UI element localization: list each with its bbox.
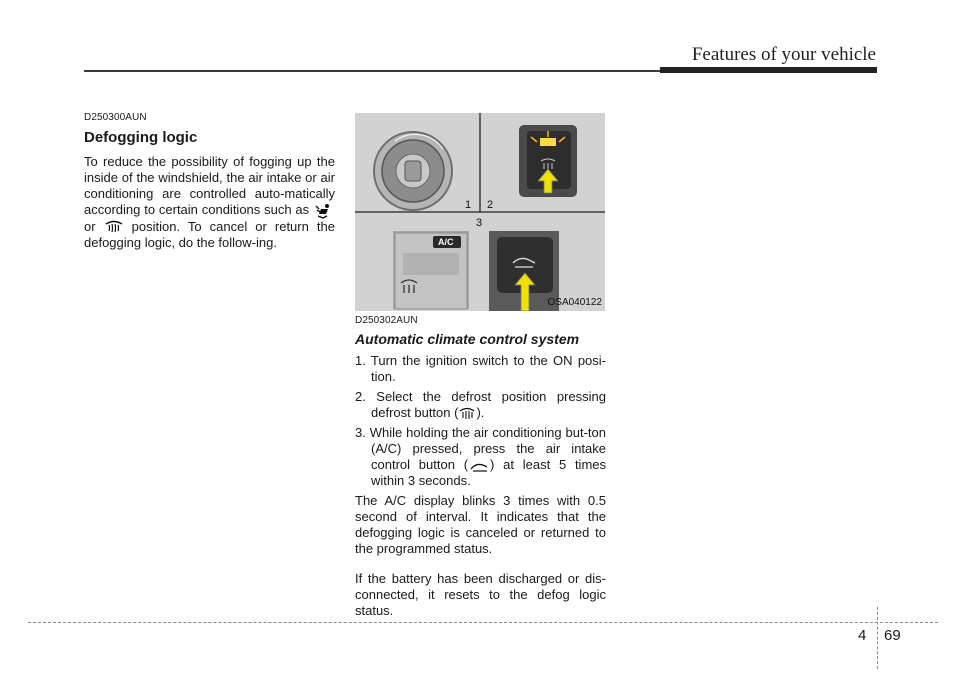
display-ac-label: A/C bbox=[438, 237, 454, 247]
step-2-text-b: ). bbox=[476, 405, 485, 420]
step-1: 1. Turn the ignition switch to the ON posi-tion. bbox=[355, 353, 606, 384]
figure-illustration bbox=[355, 113, 605, 311]
section-code-2: D250302AUN bbox=[355, 315, 418, 326]
figure-label-2: 2 bbox=[487, 199, 494, 211]
figure-code: OSA040122 bbox=[547, 297, 602, 308]
air-intake-icon bbox=[468, 459, 490, 473]
defrost-button-icon bbox=[519, 125, 577, 197]
step-3-text-a: 3. While holding the air conditioning but-ton (A/C) pressed, press the air intake control button ( bbox=[355, 425, 606, 473]
footer-rule bbox=[28, 622, 938, 623]
defrost-icon bbox=[104, 219, 124, 235]
page-number: 69 bbox=[884, 627, 901, 644]
footer-divider bbox=[877, 607, 878, 669]
paragraph-text-1: To reduce the possibility of fogging up the inside of the windshield, the air intake or air conditioning are controlled auto-matically according to certain conditions such as bbox=[84, 154, 335, 217]
section-paragraph bbox=[84, 154, 335, 251]
ignition-switch-icon bbox=[374, 132, 452, 210]
steps-list bbox=[355, 353, 606, 489]
figure-label-1: 1 bbox=[465, 199, 472, 211]
chapter-number: 4 bbox=[858, 627, 867, 644]
paragraph-text-2: position. To cancel or return the defogging logic, do the follow-ing. bbox=[84, 218, 335, 251]
section-heading-2: Automatic climate control system bbox=[355, 331, 580, 347]
step-3-text-b: ) at least 5 times within 3 seconds. bbox=[371, 457, 607, 489]
control-panel-figure bbox=[355, 113, 605, 311]
climate-display-icon bbox=[393, 231, 469, 309]
automatic-climate-section bbox=[355, 315, 606, 619]
section-heading: Defogging logic bbox=[84, 129, 198, 146]
defrost-icon bbox=[458, 406, 476, 421]
paragraph-ac-display: The A/C display blinks 3 times with 0.5 second of interval. It indicates that the defogging logic is canceled or returned to the programmed status. bbox=[355, 493, 606, 557]
floor-defrost-mode-icon bbox=[313, 203, 335, 219]
step-3 bbox=[355, 425, 606, 489]
header-rule-accent bbox=[660, 67, 877, 73]
section-title: Features of your vehicle bbox=[691, 44, 876, 65]
paragraph-or: or bbox=[84, 218, 96, 234]
header-rule bbox=[84, 70, 660, 72]
step-2-text-a: 2. Select the defrost position pressing defrost button ( bbox=[355, 389, 606, 420]
figure-label-3: 3 bbox=[476, 217, 483, 229]
defogging-logic-section bbox=[84, 112, 335, 251]
paragraph-battery: If the battery has been discharged or dis-connected, it resets to the defog logic status. bbox=[355, 571, 606, 619]
step-2 bbox=[355, 389, 606, 421]
section-code: D250300AUN bbox=[84, 112, 147, 123]
